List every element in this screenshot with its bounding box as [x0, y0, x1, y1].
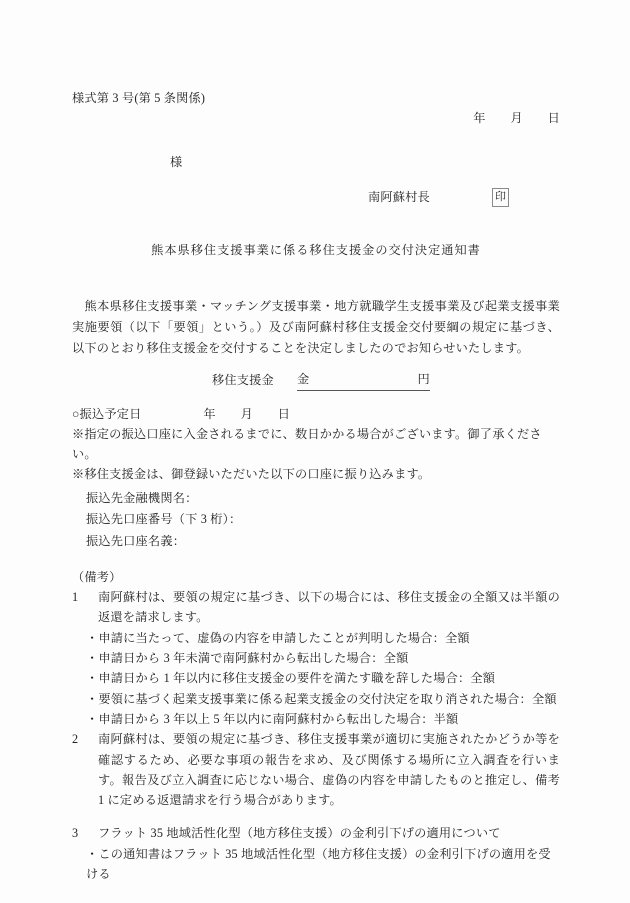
- remark-item-2: [72, 729, 560, 810]
- issuer-name: 南阿蘇村長: [368, 190, 430, 204]
- remarks-heading: （備考）: [72, 569, 122, 584]
- remark-1-bullet-4: ・要領に基づく起業支援事業に係る起業支援金の交付決定を取り消された場合：全額: [86, 691, 557, 706]
- intro-paragraph: 熊本県移住支援事業・マッチング支援事業・地方就職学生支援事業及び起業支援事業実施要領（以下「要領」という。）及び南阿蘇村移住支援金交付要綱の規定に基づき、以下のとおり移住支援金を交付することを決定しましたのでお知らせいたします。: [72, 299, 560, 355]
- account-holder-field: 振込先口座名義：: [86, 533, 186, 548]
- form-number: 様式第 3 号(第 5 条関係): [72, 91, 206, 105]
- remark-3-bullet-1: ・この通知書はフラット 35 地域活性化型（地方移住支援）の金利引下げの適用を受ける: [86, 846, 551, 882]
- remark-2-text: 南阿蘇村は、要領の規定に基づき、移住支援事業が適切に実施されたかどうか等を確認するため、必要な事項の報告を求め、及び関係する場所に立入調査を行います。報告及び立入調査に応じない場合、虚偽の内容を申請したものと推定し、備考 1 に定める返還請求を行う場合があります。: [98, 732, 560, 808]
- remark-1-text: 南阿蘇村は、要領の規定に基づき、以下の場合には、移住支援金の全額又は半額の返還を請求します。: [98, 590, 560, 625]
- addressee-line: 様: [170, 155, 183, 169]
- seal-stamp: 印: [492, 188, 509, 207]
- amount-line: [72, 369, 560, 391]
- bank-name-field: 振込先金融機関名：: [86, 491, 198, 505]
- remark-1-bullet-2: ・申請日から 3 年未満で南阿蘇村から転出した場合：全額: [86, 651, 409, 666]
- remark-1-bullet-5: ・申請日から 3 年以上 5 年以内に南阿蘇村から転出した場合：半額: [86, 711, 459, 726]
- amount-prefix: 金: [296, 372, 310, 386]
- remark-1-bullet-1: ・申請に当たって、虚偽の内容を申請したことが判明した場合：全額: [86, 630, 470, 645]
- transfer-date-line: ○振込予定日 年 月 日: [72, 407, 291, 421]
- note-deposit-delay: ※指定の振込口座に入金されるまでに、数日かかる場合がございます。御了承ください。: [72, 427, 542, 461]
- remark-2-number: 2: [72, 732, 79, 747]
- document-title: 熊本県移住支援事業に係る移住支援金の交付決定通知書: [151, 243, 481, 257]
- remark-item-1: [72, 587, 560, 628]
- issuer-line: [72, 187, 560, 207]
- account-number-field: 振込先口座番号（下 3 桁）：: [86, 512, 242, 527]
- date-line: 年 月 日: [473, 111, 560, 125]
- bank-fields: [72, 488, 560, 552]
- remark-3-text: フラット 35 地域活性化型（地方移住支援）の金利引下げの適用について: [98, 826, 501, 841]
- amount-label: 移住支援金: [212, 373, 274, 387]
- remark-1-bullet-3: ・申請日から 1 年以内に移住支援金の要件を満たす職を辞した場合：全額: [86, 671, 496, 686]
- remark-item-3: [72, 823, 560, 843]
- amount-fill-blank: [297, 369, 430, 391]
- remark-3-number: 3: [72, 826, 79, 841]
- remark-1-number: 1: [72, 590, 79, 605]
- amount-suffix: 円: [417, 372, 430, 386]
- note-transfer-account: ※移住支援金は、御登録いただいた以下の口座に振り込みます。: [72, 467, 431, 481]
